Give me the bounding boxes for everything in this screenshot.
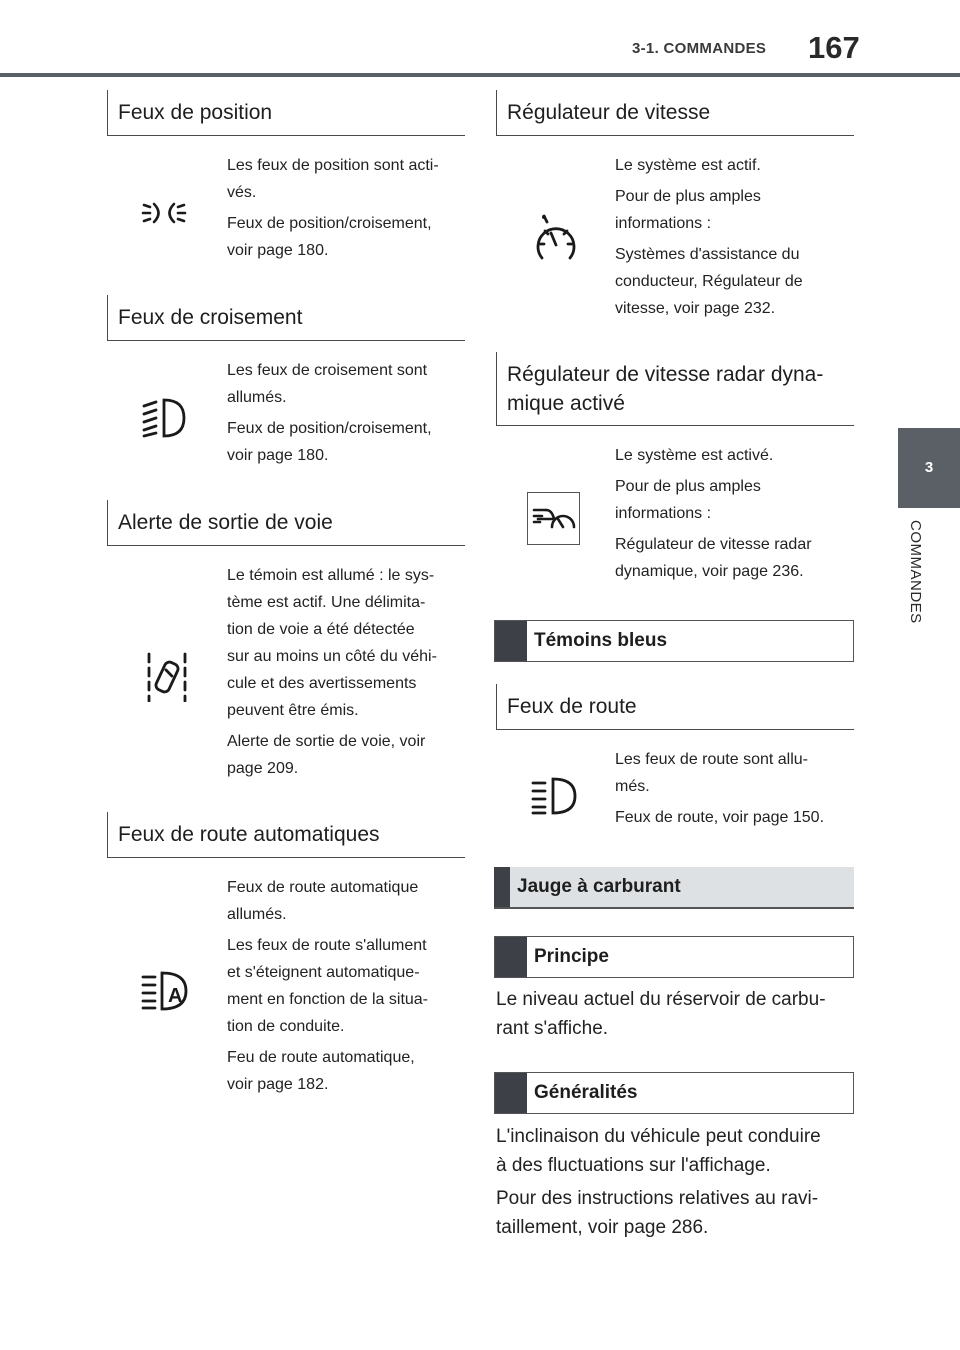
chapter-tab: 3 xyxy=(898,428,960,508)
text-regulateur xyxy=(615,152,855,322)
text-line: Systèmes d'assistance du xyxy=(615,246,800,263)
position-lights-icon xyxy=(140,196,192,235)
svg-text:A: A xyxy=(168,985,183,1007)
text-feux-croisement xyxy=(227,357,467,469)
heading-generalites xyxy=(494,1072,854,1114)
text-line: Feu de route automatique, xyxy=(227,1049,415,1066)
text-line: tion de conduite. xyxy=(227,1018,345,1035)
page-number: 167 xyxy=(808,30,860,65)
high-beam-icon xyxy=(530,776,580,821)
heading-temoins-bleus xyxy=(494,620,854,662)
text-feux-route-auto xyxy=(227,874,467,1098)
heading-bar xyxy=(495,621,527,661)
heading-feux-route: Feux de route xyxy=(496,684,854,730)
text-line: sur au moins un côté du véhi- xyxy=(227,648,437,665)
text-line: page 209. xyxy=(227,760,299,777)
heading-label: Généralités xyxy=(534,1082,638,1103)
heading-jauge xyxy=(494,867,854,909)
heading-label: Principe xyxy=(534,946,609,967)
text-feux-position xyxy=(227,152,467,264)
text-line: informations : xyxy=(615,215,712,232)
text-line: tème est actif. Une délimita- xyxy=(227,594,426,611)
text-line: Les feux de position sont acti- xyxy=(227,157,439,174)
text-line: voir page 180. xyxy=(227,242,329,259)
section-title: 3-1. COMMANDES xyxy=(632,40,767,57)
text-alerte-sortie xyxy=(227,562,467,782)
radar-cruise-icon xyxy=(527,492,580,545)
text-regulateur-radar xyxy=(615,442,855,585)
text-line: allumés. xyxy=(227,389,287,406)
heading-regulateur: Régulateur de vitesse xyxy=(496,90,854,136)
heading-feux-croisement: Feux de croisement xyxy=(107,295,465,341)
text-line: L'inclinaison du véhicule peut conduire xyxy=(496,1126,821,1147)
text-line: taillement, voir page 286. xyxy=(496,1217,709,1238)
heading-feux-route-auto: Feux de route automatiques xyxy=(107,812,465,858)
text-line: Feux de route automatique xyxy=(227,879,419,896)
text-line: dynamique, voir page 236. xyxy=(615,563,804,580)
text-line: Feux de position/croisement, xyxy=(227,215,432,232)
text-line: Le témoin est allumé : le sys- xyxy=(227,567,435,584)
cruise-control-icon xyxy=(534,214,578,269)
text-line: Pour de plus amples xyxy=(615,188,761,205)
header-rule xyxy=(0,73,960,77)
text-line: Les feux de croisement sont xyxy=(227,362,428,379)
heading-label: Témoins bleus xyxy=(534,630,668,651)
text-line: allumés. xyxy=(227,906,287,923)
text-line: Feux de route, voir page 150. xyxy=(615,809,825,826)
heading-alerte-sortie: Alerte de sortie de voie xyxy=(107,500,465,546)
text-line: Pour des instructions relatives au ravi- xyxy=(496,1188,819,1209)
text-line: Alerte de sortie de voie, voir xyxy=(227,733,426,750)
text-principe xyxy=(496,985,856,1043)
text-line: vés. xyxy=(227,184,257,201)
text-line: Feux de position/croisement, xyxy=(227,420,432,437)
text-line: ment en fonction de la situa- xyxy=(227,991,429,1008)
text-line: Pour de plus amples xyxy=(615,478,761,495)
heading-feux-position: Feux de position xyxy=(107,90,465,136)
text-line: Le niveau actuel du réservoir de carbu- xyxy=(496,989,826,1010)
text-generalites xyxy=(496,1122,856,1242)
heading-regulateur-radar xyxy=(496,352,854,426)
auto-high-beam-icon xyxy=(140,970,190,1017)
text-line: et s'éteignent automatique- xyxy=(227,964,420,981)
text-line: cule et des avertissements xyxy=(227,675,417,692)
heading-principe xyxy=(494,936,854,978)
heading-bar xyxy=(495,937,527,977)
heading-line: Régulateur de vitesse radar dyna- xyxy=(507,363,824,386)
text-line: à des fluctuations sur l'affichage. xyxy=(496,1155,771,1176)
lane-departure-icon xyxy=(144,652,190,707)
text-line: informations : xyxy=(615,505,712,522)
text-line: més. xyxy=(615,778,650,795)
low-beam-icon xyxy=(140,396,190,445)
text-line: vitesse, voir page 232. xyxy=(615,300,776,317)
text-line: Les feux de route sont allu- xyxy=(615,751,809,768)
heading-bar xyxy=(494,867,510,907)
text-line: rant s'affiche. xyxy=(496,1018,609,1039)
text-line: conducteur, Régulateur de xyxy=(615,273,803,290)
text-line: Le système est activé. xyxy=(615,447,774,464)
text-line: Régulateur de vitesse radar xyxy=(615,536,812,553)
text-line: voir page 180. xyxy=(227,447,329,464)
text-line: Les feux de route s'allument xyxy=(227,937,427,954)
text-line: voir page 182. xyxy=(227,1076,329,1093)
text-line: tion de voie a été détectée xyxy=(227,621,415,638)
text-line: peuvent être émis. xyxy=(227,702,359,719)
chapter-label: COMMANDES xyxy=(907,520,924,624)
heading-label: Jauge à carburant xyxy=(517,876,681,897)
heading-bar xyxy=(495,1073,527,1113)
text-feux-route xyxy=(615,746,855,831)
heading-line: mique activé xyxy=(507,392,625,415)
text-line: Le système est actif. xyxy=(615,157,761,174)
